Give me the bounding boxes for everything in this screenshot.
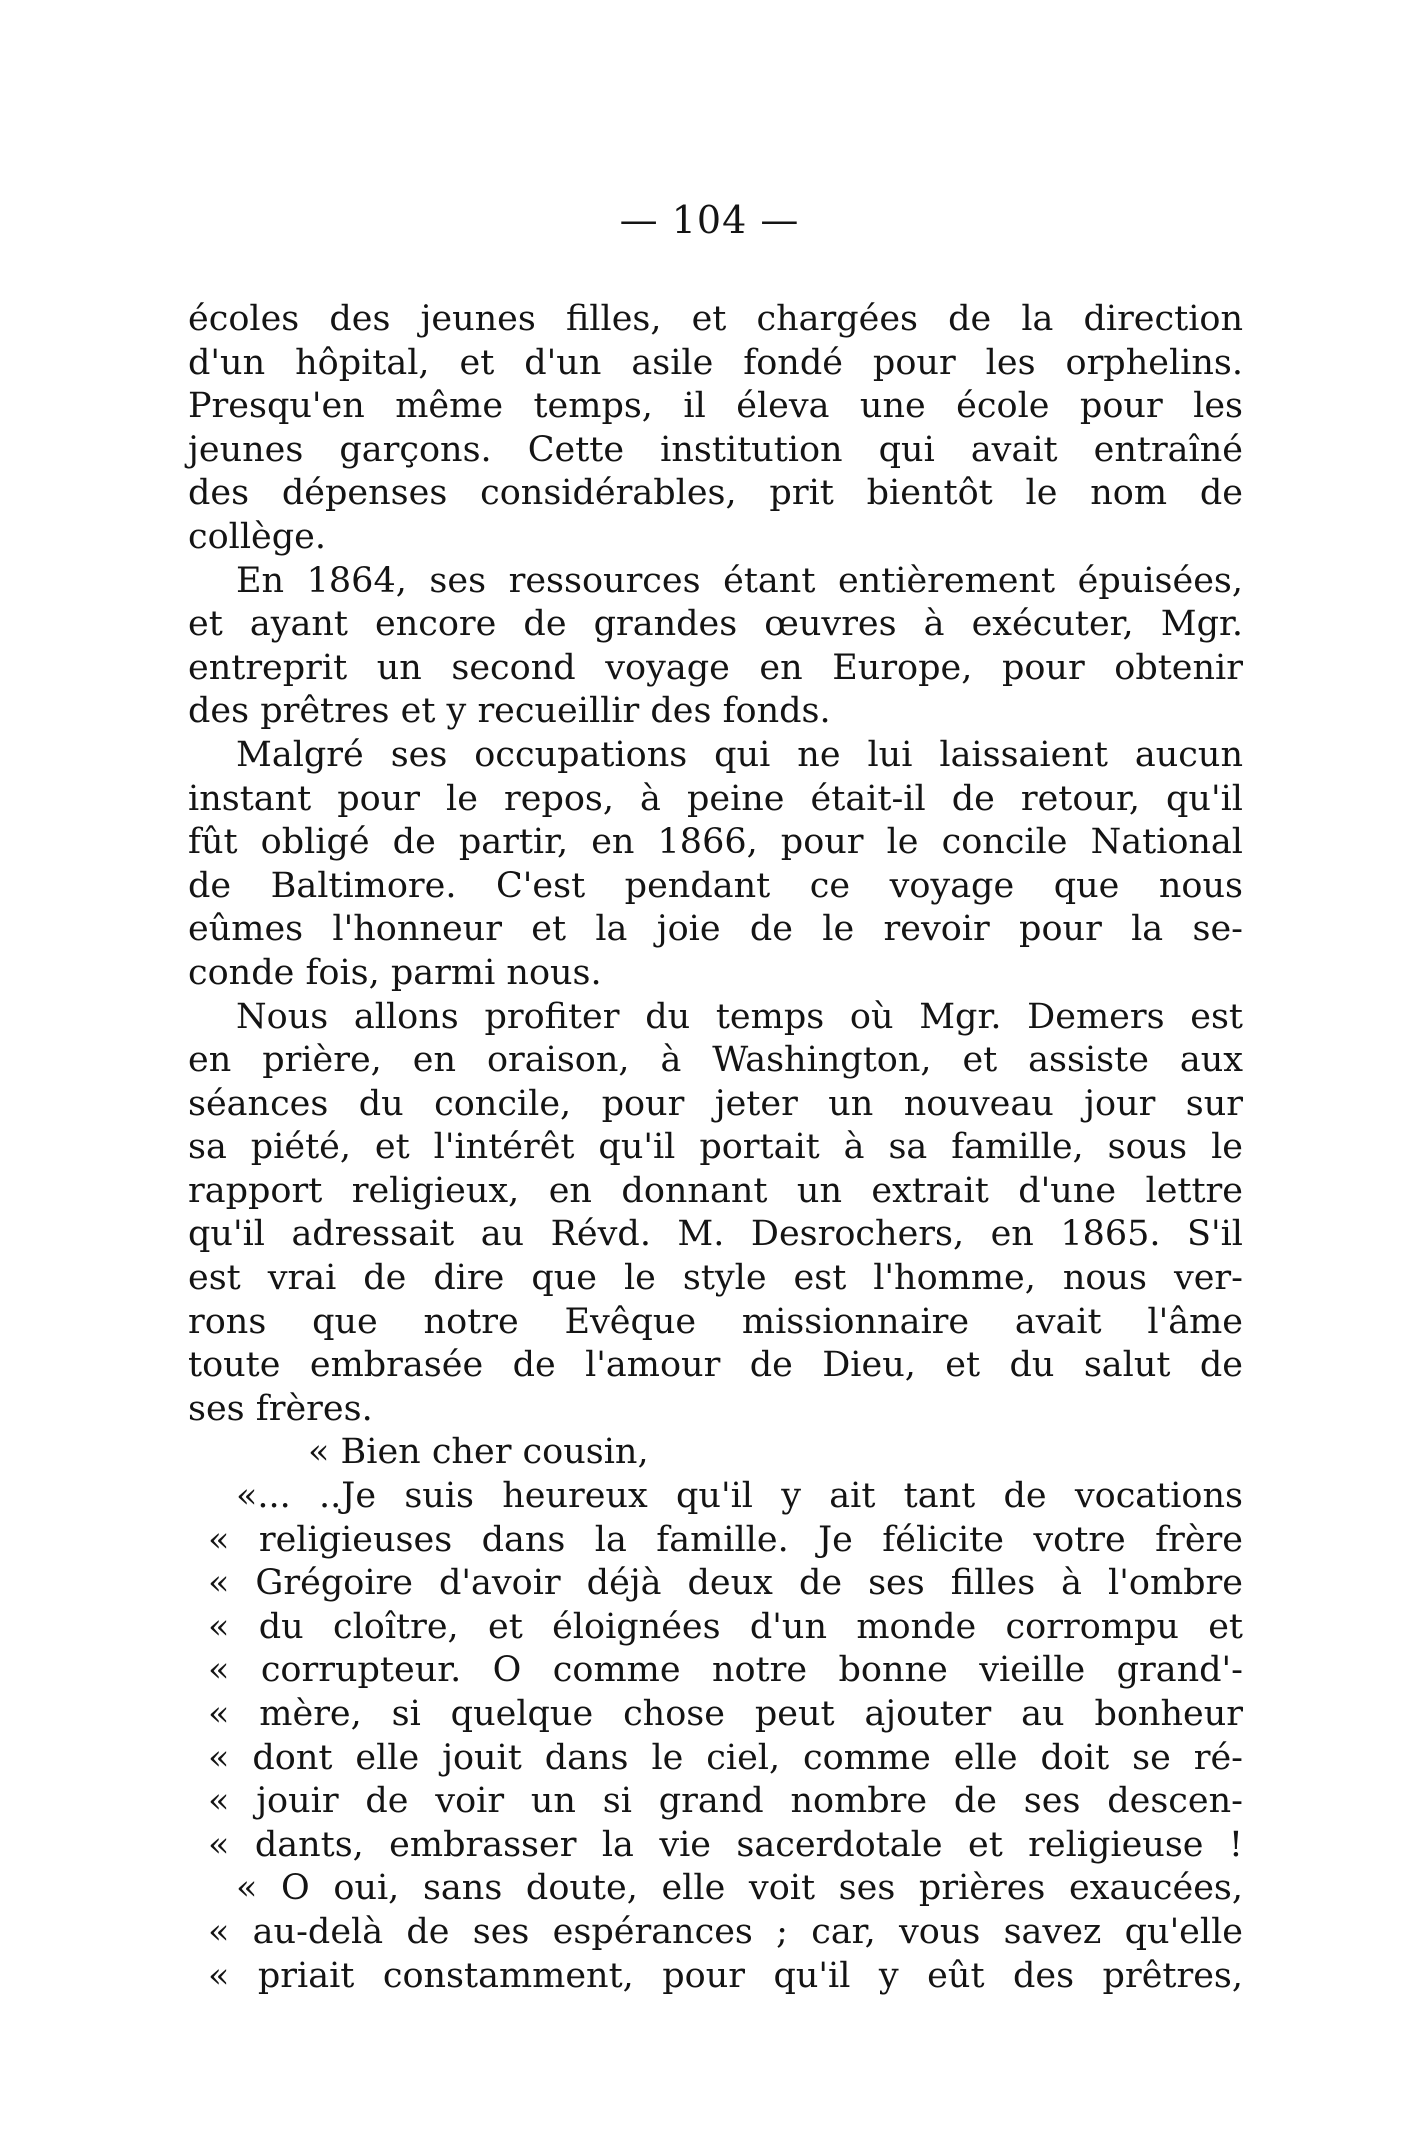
text-line: « priait constamment, pour qu'il y eût des prêtres, <box>208 1955 1243 1996</box>
text-line: « au-delà de ses espérances ; car, vous savez qu'elle <box>208 1911 1243 1952</box>
text-line: « du cloître, et éloignées d'un monde corrompu et <box>208 1606 1243 1647</box>
text-line: En 1864, ses ressources étant entièrement épuisées, <box>236 560 1243 601</box>
text-line: « Bien cher cousin, <box>308 1432 649 1473</box>
text-line: ses frères. <box>188 1388 373 1429</box>
text-line: sa piété, et l'intérêt qu'il portait à sa famille, sous le <box>188 1127 1243 1168</box>
text-line: « Grégoire d'avoir déjà deux de ses filles à l'ombre <box>208 1563 1243 1604</box>
text-line: conde fois, parmi nous. <box>188 952 602 993</box>
text-line: « religieuses dans la famille. Je félicite votre frère <box>208 1519 1243 1560</box>
text-line: collège. <box>188 516 327 557</box>
page-number: — 104 — <box>619 198 800 242</box>
text-line: en prière, en oraison, à Washington, et assiste aux <box>188 1040 1243 1081</box>
text-line: des prêtres et y recueillir des fonds. <box>188 691 831 732</box>
text-line: « O oui, sans doute, elle voit ses prières exaucées, <box>236 1868 1243 1909</box>
text-line: rons que notre Evêque missionnaire avait l'âme <box>188 1301 1243 1342</box>
text-line: qu'il adressait au Révd. M. Desrochers, en 1865. S'il <box>188 1214 1243 1255</box>
text-line: « dont elle jouit dans le ciel, comme elle doit se ré- <box>208 1737 1243 1778</box>
text-line: entreprit un second voyage en Europe, pour obtenir <box>188 647 1243 688</box>
text-line: jeunes garçons. Cette institution qui avait entraîné <box>188 429 1243 470</box>
body-text <box>188 298 1243 1998</box>
text-line: «... ..Je suis heureux qu'il y ait tant de vocations <box>236 1476 1243 1517</box>
text-line: toute embrasée de l'amour de Dieu, et du salut de <box>188 1345 1243 1386</box>
text-line: « mère, si quelque chose peut ajouter au bonheur <box>208 1694 1243 1734</box>
text-line: d'un hôpital, et d'un asile fondé pour les orphelins. <box>188 342 1243 383</box>
text-line: « jouir de voir un si grand nombre de ses descen- <box>208 1781 1243 1822</box>
text-line: Presqu'en même temps, il éleva une école pour les <box>188 386 1243 427</box>
text-line: écoles des jeunes filles, et chargées de la direction <box>188 299 1243 339</box>
text-line: et ayant encore de grandes œuvres à exécuter, Mgr. <box>188 604 1243 645</box>
text-line: Nous allons profiter du temps où Mgr. Demers est <box>236 996 1243 1037</box>
text-line: est vrai de dire que le style est l'homme, nous ver- <box>188 1258 1243 1299</box>
text-line: « corrupteur. O comme notre bonne vieille grand'- <box>208 1650 1243 1691</box>
text-line: « dants, embrasser la vie sacerdotale et religieuse ! <box>208 1824 1243 1865</box>
text-line: fût obligé de partir, en 1866, pour le concile National <box>188 822 1243 863</box>
text-line: eûmes l'honneur et la joie de le revoir pour la se- <box>188 909 1243 950</box>
text-line: rapport religieux, en donnant un extrait d'une lettre <box>188 1170 1243 1211</box>
text-line: Malgré ses occupations qui ne lui laissaient aucun <box>236 734 1243 775</box>
text-line: séances du concile, pour jeter un nouveau jour sur <box>188 1083 1243 1124</box>
text-line: instant pour le repos, à peine était-il de retour, qu'il <box>188 778 1243 819</box>
text-line: de Baltimore. C'est pendant ce voyage que nous <box>188 865 1243 906</box>
text-line: des dépenses considérables, prit bientôt le nom de <box>188 473 1243 514</box>
